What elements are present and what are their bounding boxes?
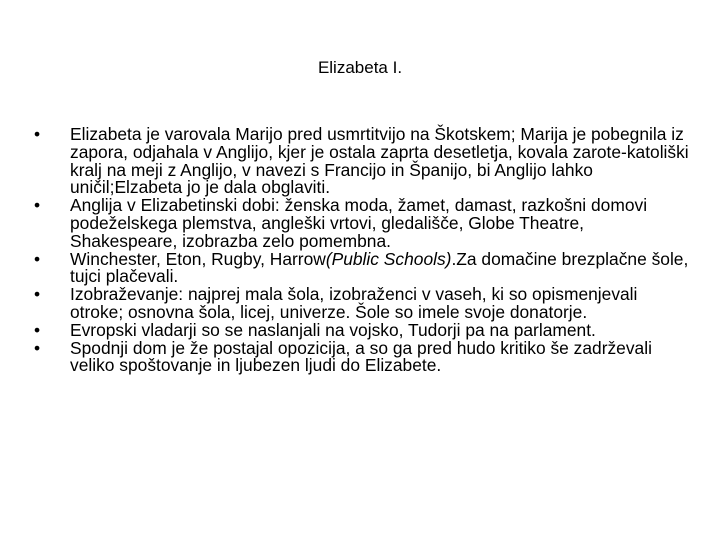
bullet-text-start: Winchester, Eton, Rugby, Harrow xyxy=(70,248,326,269)
bullet-dot-icon: • xyxy=(33,337,41,358)
bullet-text: Elizabeta je varovala Marijo pred usmrtitvijo na Škotskem; Marija je pobegnila iz zapora, odjahala v Anglijo, kjer je ostala zaprta desetletja, kovala zarote-katoliški kralj na meji z Anglijo, v navezi s Francijo in Španijo, bi Anglijo lahko uničil;Elzabeta jo je dala obglaviti. xyxy=(70,124,689,198)
bullet-dot-icon: • xyxy=(33,248,41,269)
bullet-dot-icon: • xyxy=(33,124,41,144)
slide-title: Elizabeta I. xyxy=(317,58,403,77)
bullet-item xyxy=(30,126,690,197)
bullet-dot-icon: • xyxy=(33,284,41,305)
bullet-item xyxy=(30,337,690,376)
bullet-list xyxy=(30,126,690,375)
bullet-text: Anglija v Elizabetinski dobi: ženska moda, žamet, damast, razkošni domovi podeželskega plemstva, angleški vrtovi, gledališče, Globe Theatre, Shakespeare, izobrazba zelo pomembna. xyxy=(70,195,648,251)
bullet-item xyxy=(30,248,690,287)
bullet-text: Izobraževanje: najprej mala šola, izobraženci v vaseh, ki so opismenjevali otroke; osnovna šola, licej, univerze. Šole so imele svoje donatorje. xyxy=(70,284,638,322)
bullet-text-end: .Za domačine brezplačne šole, tujci plačevali. xyxy=(70,248,689,287)
bullet-dot-icon: • xyxy=(33,195,41,216)
bullet-item xyxy=(30,197,690,250)
bullet-text: Evropski vladarji so se naslanjali na vojsko, Tudorji pa na parlament. xyxy=(70,319,596,340)
bullet-dot-icon: • xyxy=(33,319,41,340)
bullet-item xyxy=(30,286,690,322)
bullet-text: Spodnji dom je že postajal opozicija, a so ga pred hudo kritiko še zadrževali veliko spoštovanje in ljubezen ljudi do Elizabete. xyxy=(70,337,652,376)
bullet-text-italic: (Public Schools) xyxy=(325,248,452,269)
